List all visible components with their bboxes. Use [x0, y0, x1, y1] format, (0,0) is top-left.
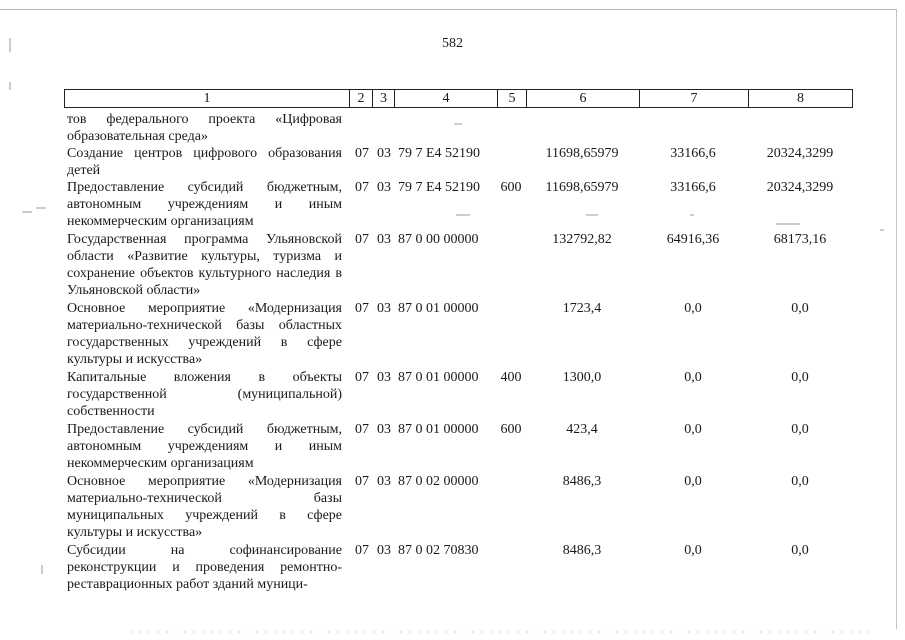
row-section: 07 — [355, 543, 369, 558]
column-header-8: 8 — [749, 90, 853, 108]
row-name: Создание центров цифрового образования детей — [67, 146, 342, 178]
row-section: 07 — [355, 232, 369, 247]
row-name: Основное мероприятие «Модернизация материально-технической базы муниципальных учреждений в сфере культуры и искусства» — [67, 474, 342, 540]
row-subsection: 03 — [377, 301, 391, 316]
row-section: 07 — [355, 370, 369, 385]
page-number: 582 — [442, 36, 463, 51]
row-amount-col6: 423,4 — [566, 422, 598, 437]
row-subsection: 03 — [377, 543, 391, 558]
row-subsection: 03 — [377, 146, 391, 161]
row-amount-col7: 33166,6 — [670, 146, 716, 161]
row-subsection: 03 — [377, 422, 391, 437]
row-subsection: 03 — [377, 474, 391, 489]
row-amount-col6: 132792,82 — [552, 232, 612, 247]
column-header-7: 7 — [640, 90, 749, 108]
column-header-6: 6 — [527, 90, 640, 108]
row-target-code: 79 7 E4 52190 — [398, 180, 481, 195]
row-expense-type: 600 — [500, 180, 522, 195]
row-amount-col8: 0,0 — [791, 301, 809, 316]
row-name: Капитальные вложения в объекты государственной (муниципальной) собственности — [67, 370, 342, 419]
row-target-code: 87 0 00 00000 — [398, 232, 479, 247]
row-target-code: 87 0 02 00000 — [398, 474, 479, 489]
row-name: Субсидии на софинансирование реконструкции и проведения ремонтно-реставрационных работ зданий муници- — [67, 543, 342, 592]
row-section: 07 — [355, 422, 369, 437]
row-amount-col8: 0,0 — [791, 422, 809, 437]
row-target-code: 79 7 E4 52190 — [398, 146, 481, 161]
row-name: Предоставление субсидий бюджетным, автономным учреждениям и иным некоммерческим организациям — [67, 422, 342, 471]
row-amount-col8: 20324,3299 — [766, 180, 834, 195]
row-amount-col6: 8486,3 — [562, 543, 602, 558]
row-amount-col7: 0,0 — [684, 370, 702, 385]
row-amount-col8: 0,0 — [791, 370, 809, 385]
row-name: Государственная программа Ульяновской области «Развитие культуры, туризма и сохранение объектов культурного наследия в Ульяновской области» — [67, 232, 342, 298]
row-subsection: 03 — [377, 232, 391, 247]
row-target-code: 87 0 01 00000 — [398, 301, 479, 316]
row-subsection: 03 — [377, 180, 391, 195]
row-target-code: 87 0 01 00000 — [398, 370, 479, 385]
row-section: 07 — [355, 474, 369, 489]
row-amount-col7: 0,0 — [684, 474, 702, 489]
row-amount-col8: 68173,16 — [773, 232, 827, 247]
row-amount-col8: 20324,3299 — [766, 146, 834, 161]
row-amount-col6: 1723,4 — [562, 301, 602, 316]
column-header-3: 3 — [373, 90, 395, 108]
row-amount-col6: 11698,65979 — [545, 180, 619, 195]
row-amount-col6: 11698,65979 — [545, 146, 619, 161]
row-amount-col7: 33166,6 — [670, 180, 716, 195]
row-section: 07 — [355, 180, 369, 195]
row-amount-col6: 8486,3 — [562, 474, 602, 489]
row-amount-col7: 0,0 — [684, 422, 702, 437]
column-header-1: 1 — [65, 90, 350, 108]
row-subsection: 03 — [377, 370, 391, 385]
row-target-code: 87 0 01 00000 — [398, 422, 479, 437]
row-amount-col6: 1300,0 — [562, 370, 602, 385]
row-section: 07 — [355, 301, 369, 316]
row-amount-col7: 0,0 — [684, 543, 702, 558]
row-amount-col8: 0,0 — [791, 543, 809, 558]
row-name: Предоставление субсидий бюджетным, автономным учреждениям и иным некоммерческим организациям — [67, 180, 342, 229]
row-name: Основное мероприятие «Модернизация материально-технической базы областных государственных учреждений в сфере культуры и искусства» — [67, 301, 342, 367]
row-amount-col8: 0,0 — [791, 474, 809, 489]
row-expense-type: 600 — [500, 422, 522, 437]
row-amount-col7: 64916,36 — [666, 232, 720, 247]
row-name: тов федерального проекта «Цифровая образовательная среда» — [67, 112, 342, 144]
row-expense-type: 400 — [500, 370, 522, 385]
row-target-code: 87 0 02 70830 — [398, 543, 479, 558]
column-header-4: 4 — [395, 90, 498, 108]
row-amount-col7: 0,0 — [684, 301, 702, 316]
column-header-5: 5 — [498, 90, 527, 108]
row-section: 07 — [355, 146, 369, 161]
column-header-2: 2 — [350, 90, 373, 108]
